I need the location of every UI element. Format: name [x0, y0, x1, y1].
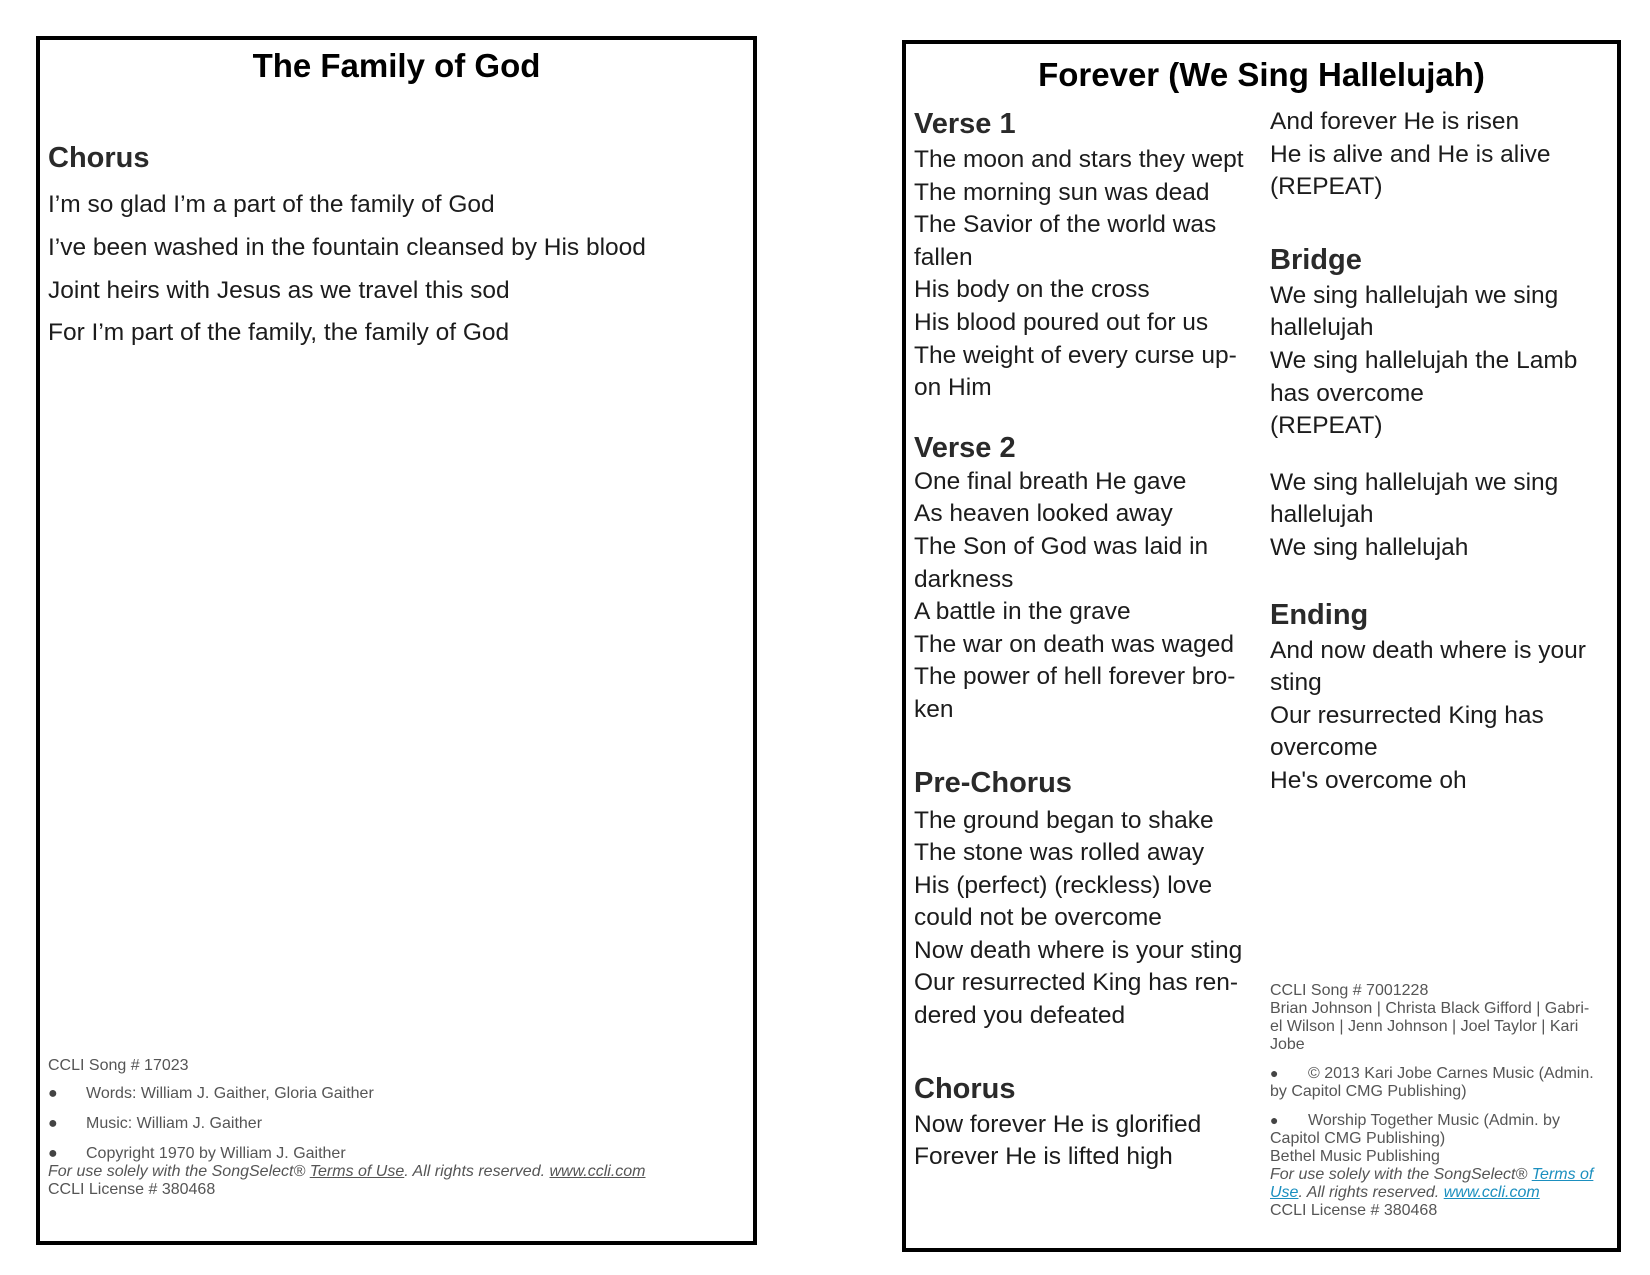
lyric-line: Forever He is lifted high — [914, 1143, 1173, 1171]
lyric-line: hallelujah — [1270, 501, 1374, 529]
ccli-site-link[interactable]: www.ccli.com — [1443, 1184, 1540, 1201]
right-column — [1270, 106, 1615, 1219]
lyric-line: Joint heirs with Jesus as we travel this sod — [48, 277, 510, 304]
author-line: Brian Johnson | Christa Black Gifford | Gabri- — [1270, 1000, 1590, 1017]
song-sheet-forever — [902, 40, 1621, 1252]
lyric-line: We sing hallelujah we sing — [1270, 468, 1559, 496]
lyric-lines — [1270, 635, 1615, 798]
lyric-line: darkness — [914, 565, 1014, 593]
lyric-line: We sing hallelujah we sing — [1270, 281, 1559, 309]
credit-text: Words: William J. Gaither, Gloria Gaither — [86, 1085, 374, 1102]
lyric-line: His body on the cross — [914, 276, 1150, 304]
legal-notice — [48, 1163, 748, 1181]
credit-item — [48, 1084, 748, 1103]
lyric-line: The stone was rolled away — [914, 839, 1205, 867]
ccli-song-number: CCLI Song # 17023 — [48, 1057, 189, 1074]
lyric-line: ken — [914, 695, 954, 723]
lyric-line: Our resurrected King has ren- — [914, 969, 1239, 997]
lyric-line: One final breath He gave — [914, 467, 1187, 495]
lyric-lines — [914, 466, 1254, 727]
lyric-line: The morning sun was dead — [914, 178, 1210, 206]
lyric-line: Now death where is your sting — [914, 936, 1243, 964]
legal-notice — [1270, 1166, 1615, 1184]
legal-prefix: For use solely with the SongSelect® — [1270, 1166, 1528, 1183]
song-sheet-family-of-god — [36, 36, 757, 1245]
lyric-line: (REPEAT) — [1270, 173, 1383, 201]
chorus-section — [914, 1071, 1254, 1174]
lyric-line: I’m so glad I’m a part of the family of God — [48, 191, 495, 218]
chorus-continued — [1270, 106, 1615, 204]
lyric-line: For I’m part of the family, the family of God — [48, 319, 510, 346]
lyric-line: And forever He is risen — [1270, 108, 1520, 135]
credit-item — [48, 1144, 748, 1163]
song-title: The Family of God — [252, 47, 541, 84]
copyright-text: Capitol CMG Publishing) — [1270, 1130, 1446, 1147]
publisher: Bethel Music Publishing — [1270, 1148, 1440, 1165]
bullet-icon: ● — [48, 1115, 58, 1132]
copyright-text: Worship Together Music (Admin. by — [1308, 1112, 1560, 1129]
lyric-line: As heaven looked away — [914, 500, 1173, 528]
section-heading: Bridge — [1270, 243, 1362, 276]
ccli-license: CCLI License # 380468 — [48, 1181, 216, 1198]
ccli-license: CCLI License # 380468 — [1270, 1202, 1438, 1219]
lyric-line: fallen — [914, 243, 973, 271]
section-heading: Pre-Chorus — [914, 766, 1072, 799]
lyric-line: We sing hallelujah — [1270, 533, 1469, 561]
terms-of-use-link[interactable]: Terms of Use — [309, 1163, 405, 1180]
lyric-line: We sing hallelujah the Lamb — [1270, 346, 1578, 374]
legal-prefix: For use solely with the SongSelect® — [48, 1163, 306, 1180]
bullet-icon: ● — [1270, 1065, 1279, 1081]
credit-item — [48, 1114, 748, 1133]
credit-text: Copyright 1970 by William J. Gaither — [86, 1145, 346, 1162]
chorus-section — [48, 140, 748, 355]
song-title: Forever (We Sing Hallelujah) — [1038, 56, 1485, 93]
lyric-lines — [48, 182, 748, 355]
copyright-text: by Capitol CMG Publishing) — [1270, 1083, 1467, 1100]
lyric-line: The Savior of the world was — [914, 211, 1217, 239]
lyric-line: overcome — [1270, 734, 1378, 762]
section-heading: Verse 2 — [914, 431, 1016, 464]
lyric-lines — [914, 144, 1254, 405]
lyric-lines — [1270, 280, 1615, 443]
lyric-line: dered you defeated — [914, 1002, 1126, 1030]
lyric-line: could not be overcome — [914, 904, 1162, 932]
lyric-line: has overcome — [1270, 379, 1424, 407]
copyright-item — [1270, 1064, 1615, 1083]
section-heading: Verse 1 — [914, 108, 1016, 140]
lyric-line: His (perfect) (reckless) love — [914, 871, 1213, 899]
copyright-item — [1270, 1111, 1615, 1130]
lyric-line: The moon and stars they wept — [914, 146, 1244, 173]
lyric-line: He is alive and He is alive — [1270, 140, 1551, 168]
lyric-lines — [1270, 467, 1615, 565]
lyric-line: The Son of God was laid in — [914, 532, 1209, 560]
bullet-icon: ● — [48, 1085, 58, 1102]
section-heading: Chorus — [914, 1072, 1016, 1105]
section-heading: Chorus — [48, 142, 150, 174]
lyric-line: The power of hell forever bro- — [914, 663, 1236, 691]
author-line: Jobe — [1270, 1036, 1305, 1053]
legal-mid: . All rights reserved. — [1298, 1184, 1440, 1201]
legal-notice-continued — [1270, 1184, 1615, 1202]
pre-chorus-section — [914, 765, 1254, 1033]
verse-2-section — [914, 430, 1254, 727]
lyric-line: A battle in the grave — [914, 598, 1131, 626]
lyric-line: And now death where is your — [1270, 636, 1586, 664]
ccli-site-link[interactable]: www.ccli.com — [549, 1163, 646, 1180]
credit-text: Music: William J. Gaither — [86, 1115, 263, 1132]
bullet-icon: ● — [48, 1145, 58, 1162]
lyric-line: The war on death was waged — [914, 630, 1235, 658]
lyric-line: sting — [1270, 669, 1322, 697]
lyric-line: (REPEAT) — [1270, 412, 1383, 440]
section-heading: Ending — [1270, 598, 1369, 631]
lyric-line: He's overcome oh — [1270, 766, 1467, 794]
copyright-text: © 2013 Kari Jobe Carnes Music (Admin. — [1308, 1065, 1594, 1082]
bullet-icon: ● — [1270, 1112, 1279, 1128]
terms-of-use-link[interactable]: Terms of — [1531, 1166, 1594, 1183]
lyric-line: His blood poured out for us — [914, 308, 1209, 336]
lyric-line: The ground began to shake — [914, 806, 1214, 834]
ccli-credits — [48, 1056, 748, 1199]
lyric-lines — [914, 805, 1254, 1033]
lyric-line: I’ve been washed in the fountain cleansed by His blood — [48, 234, 646, 261]
lyric-line: The weight of every curse up- — [914, 341, 1237, 369]
bridge-section — [1270, 242, 1615, 565]
left-column — [914, 106, 1254, 1174]
ccli-song-number: CCLI Song # 7001228 — [1270, 982, 1429, 999]
terms-of-use-link[interactable]: Use — [1270, 1184, 1299, 1201]
lyric-line: Now forever He is glorified — [914, 1110, 1202, 1138]
lyric-line: Our resurrected King has — [1270, 701, 1544, 729]
verse-1-section — [914, 106, 1254, 405]
legal-mid: . All rights reserved. — [404, 1163, 546, 1180]
author-line: el Wilson | Jenn Johnson | Joel Taylor | Kari — [1270, 1018, 1579, 1035]
lyric-line: hallelujah — [1270, 314, 1374, 342]
ending-section — [1270, 597, 1615, 798]
lyric-lines — [914, 1109, 1254, 1174]
lyric-line: on Him — [914, 374, 992, 402]
ccli-credits — [1270, 982, 1615, 1220]
